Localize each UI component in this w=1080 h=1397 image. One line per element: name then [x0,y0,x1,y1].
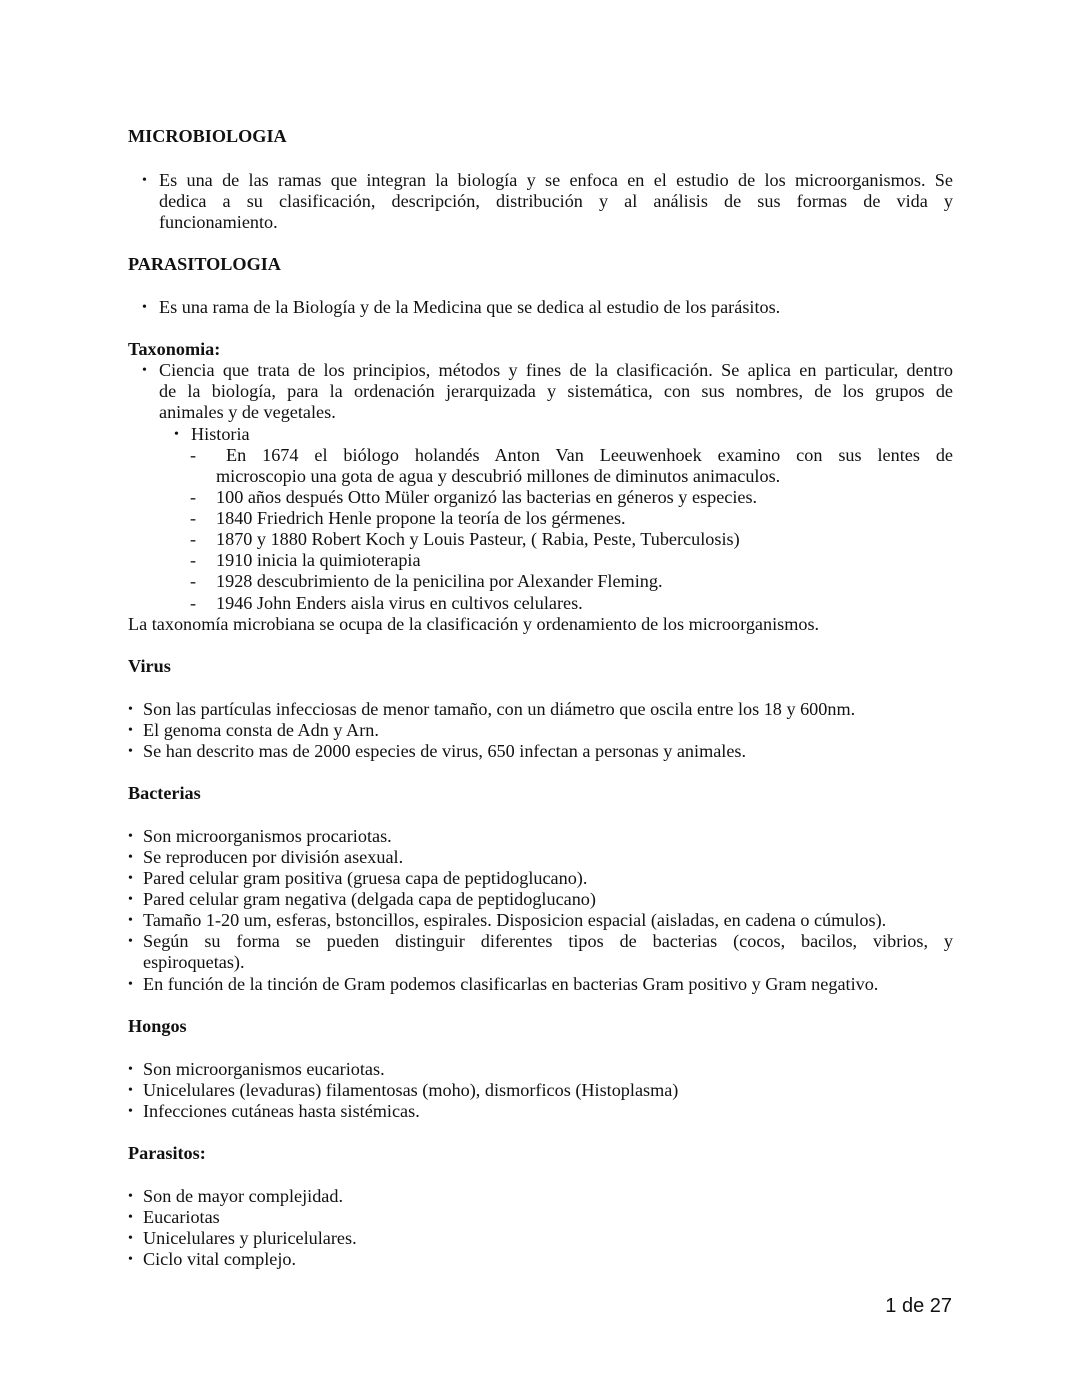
page-indicator: 1 de 27 [885,1295,952,1317]
text-line: Unicelulares (levaduras) filamentosas (moho), dismorficos (Histoplasma) [143,1080,679,1100]
heading-microbiologia: MICROBIOLOGIA [128,126,287,146]
bullet-icon: • [128,871,133,886]
text-line: El genoma consta de Adn y Arn. [143,720,379,740]
bullet-icon: • [128,702,133,717]
text-line: Son microorganismos procariotas. [143,826,392,846]
text-line: 1928 descubrimiento de la penicilina por Alexander Fleming. [216,571,663,591]
dash-icon: - [190,487,197,507]
text-line: Unicelulares y pluricelulares. [143,1228,357,1248]
bullet-icon: • [142,300,147,315]
bullet-icon: • [128,850,133,865]
bullet-icon: • [128,1062,133,1077]
dash-icon: - [190,593,197,613]
heading-parasitologia: PARASITOLOGIA [128,254,281,274]
heading-hongos: Hongos [128,1016,187,1036]
taxonomia-closing: La taxonomía microbiana se ocupa de la clasificación y ordenamiento de los microorganismos. [128,614,820,634]
text-line: Se han descrito mas de 2000 especies de virus, 650 infectan a personas y animales. [143,741,747,761]
bullet-icon: • [128,1083,133,1098]
dash-icon: - [190,529,197,549]
text-line: Infecciones cutáneas hasta sistémicas. [143,1101,420,1121]
bullet-icon: • [128,977,133,992]
text-line: microscopio una gota de agua y descubrió millones de diminutos animaculos. [216,466,781,487]
text-line: Son las partículas infecciosas de menor tamaño, con un diámetro que oscila entre los 18 y 600nm. [143,699,856,719]
heading-taxonomia: Taxonomia: [128,339,221,359]
bullet-icon: • [128,723,133,738]
bullet-icon: • [128,744,133,759]
text-line: Son de mayor complejidad. [143,1186,344,1206]
bullet-icon: • [128,934,133,949]
bullet-icon: • [128,1252,133,1267]
text-line: Es una rama de la Biología y de la Medicina que se dedica al estudio de los parásitos. [159,297,781,317]
text-line: funcionamiento. [159,212,278,233]
bullet-icon: • [142,363,147,378]
bullet-icon: • [128,1231,133,1246]
text-line: Según su forma se pueden distinguir diferentes tipos de bacterias (cocos, bacilos, vibrios, y [143,931,953,951]
text-line: espiroquetas). [143,952,245,973]
text-line: 100 años después Otto Müler organizó las bacterias en géneros y especies. [216,487,758,507]
historia-label: Historia [191,424,250,444]
dash-icon: - [190,508,197,528]
text-line: 1870 y 1880 Robert Koch y Louis Pasteur, ( Rabia, Peste, Tuberculosis) [216,529,740,549]
text-line: dedica a su clasificación, descripción, distribución y al análisis de sus formas de vida y [159,191,953,212]
text-line: En función de la tinción de Gram podemos clasificarlas en bacterias Gram positivo y Gram negativo. [143,974,879,994]
text-line: animales y de vegetales. [159,402,336,423]
heading-parasitos: Parasitos: [128,1143,206,1163]
bullet-icon: • [128,829,133,844]
text-line: Eucariotas [143,1207,220,1227]
bullet-icon: • [128,913,133,928]
bullet-icon: • [174,427,179,442]
text-line: Pared celular gram positiva (gruesa capa de peptidoglucano). [143,868,588,888]
text-line: Pared celular gram negativa (delgada capa de peptidoglucano) [143,889,596,909]
text-line: Tamaño 1-20 um, esferas, bstoncillos, espirales. Disposicion espacial (aisladas, en cadena o cúmulos). [143,910,887,930]
text-line: Es una de las ramas que integran la biología y se enfoca en el estudio de los microorganismos. Se [159,170,953,190]
text-line: 1946 John Enders aisla virus en cultivos celulares. [216,593,583,613]
text-line: Ciclo vital complejo. [143,1249,297,1269]
text-line: 1910 inicia la quimioterapia [216,550,421,570]
heading-bacterias: Bacterias [128,783,201,803]
bullet-icon: • [142,173,147,188]
dash-icon: - [190,445,197,465]
dash-icon: - [190,550,197,570]
text-line: En 1674 el biólogo holandés Anton Van Leeuwenhoek examino con sus lentes de [226,445,953,465]
dash-icon: - [190,571,197,591]
bullet-icon: • [128,1104,133,1119]
text-line: Se reproducen por división asexual. [143,847,404,867]
text-line: Ciencia que trata de los principios, métodos y fines de la clasificación. Se aplica en particular, dentro [159,360,953,380]
text-line: 1840 Friedrich Henle propone la teoría de los gérmenes. [216,508,626,528]
bullet-icon: • [128,1210,133,1225]
bullet-icon: • [128,1189,133,1204]
text-line: Son microorganismos eucariotas. [143,1059,385,1079]
bullet-icon: • [128,892,133,907]
text-line: de la biología, para la ordenación jerarquizada y sistemática, con sus nombres, de los grupos de [159,381,953,402]
heading-virus: Virus [128,656,171,676]
